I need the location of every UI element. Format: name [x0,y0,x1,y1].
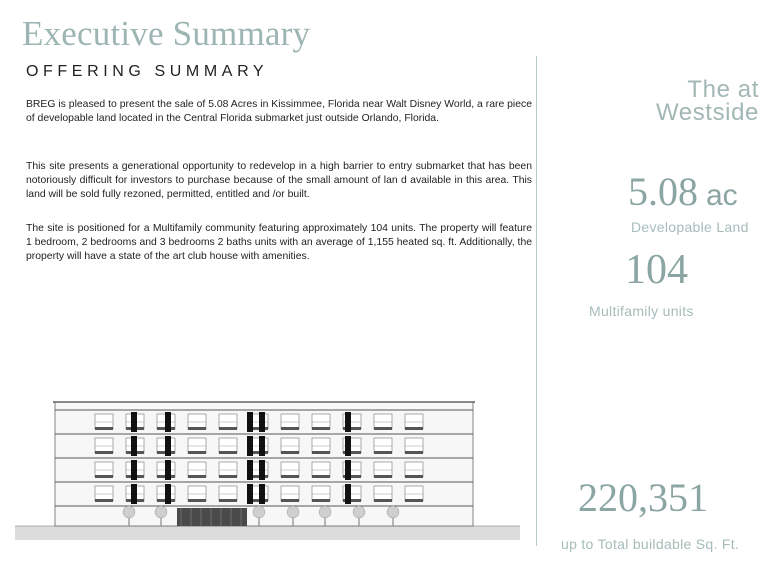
property-name [559,78,759,124]
units-stat-value: 104 [625,247,688,293]
core-column [131,460,137,480]
core-column [247,436,253,456]
window [219,462,237,477]
balcony-shadow [281,475,299,478]
balcony-shadow [405,499,423,502]
tree-canopy [123,506,135,518]
core-column [345,412,351,432]
core-column [259,484,265,504]
window [281,414,299,429]
core-column [247,412,253,432]
window [95,414,113,429]
window [95,438,113,453]
balcony-shadow [312,499,330,502]
balcony-shadow [188,499,206,502]
balcony-shadow [188,427,206,430]
page-title: Executive Summary [22,14,311,53]
window [219,438,237,453]
core-column [345,484,351,504]
acreage-value: 5.08 [628,169,698,214]
property-name-line1: The at [687,76,759,103]
building-elevation-drawing [15,398,520,540]
balcony-shadow [312,427,330,430]
opportunity-paragraph: This site presents a generational opportunity to redevelop in a high barrier to entry submarket that has been notoriously difficult for investors to purchase because of the small amount of lan d available in this area. This land will be sold fully rezoned, permitted, entitled and /or built. [26,161,532,200]
window [219,486,237,501]
window [405,486,423,501]
balcony-shadow [95,427,113,430]
core-column [131,436,137,456]
window [374,486,392,501]
balcony-shadow [312,451,330,454]
balcony-shadow [95,451,113,454]
ground [15,526,520,540]
core-column [247,484,253,504]
window [281,462,299,477]
balcony-shadow [219,427,237,430]
development-paragraph: The site is positioned for a Multifamily community featuring approximately 104 units. The property will feature 1 bedroom, 2 bedrooms and 3 bedrooms 2 baths units with an average of 1,155 heated sq. ft. Additionally, the property will have a state of the art club house with amenities. [26,223,532,262]
core-column [345,460,351,480]
window [95,462,113,477]
tree-canopy [155,506,167,518]
section-subtitle: OFFERING SUMMARY [26,63,269,80]
window [405,462,423,477]
core-column [165,412,171,432]
balcony-shadow [374,475,392,478]
core-column [165,436,171,456]
window [374,414,392,429]
core-column [345,436,351,456]
acreage-stat [628,168,738,215]
units-label: Multifamily units [589,303,694,319]
balcony-shadow [188,475,206,478]
balcony-shadow [219,499,237,502]
acreage-label: Developable Land [631,219,749,235]
window [188,462,206,477]
core-column [259,460,265,480]
tree-canopy [287,506,299,518]
core-column [131,412,137,432]
intro-paragraph: BREG is pleased to present the sale of 5.08 Acres in Kissimmee, Florida near Walt Disney World, a rare piece of developable land located in the Central Florida submarket just outside Orlando, Florida. [26,99,532,124]
sqft-stat-value: 220,351 [578,475,708,520]
sqft-label: up to Total buildable Sq. Ft. [561,536,740,552]
window [374,462,392,477]
balcony-shadow [281,427,299,430]
tree-canopy [253,506,265,518]
tree-canopy [353,506,365,518]
balcony-shadow [281,451,299,454]
window [312,414,330,429]
balcony-shadow [95,475,113,478]
balcony-shadow [188,451,206,454]
balcony-shadow [219,451,237,454]
core-column [165,484,171,504]
core-column [131,484,137,504]
acreage-unit: ac [706,179,738,212]
balcony-shadow [219,475,237,478]
vertical-divider [536,56,537,546]
property-name-line2: Westside [655,99,759,126]
core-column [165,460,171,480]
balcony-shadow [405,475,423,478]
balcony-shadow [405,427,423,430]
balcony-shadow [312,475,330,478]
window [312,438,330,453]
balcony-shadow [374,499,392,502]
window [374,438,392,453]
window [312,486,330,501]
window [188,486,206,501]
core-column [259,436,265,456]
balcony-shadow [374,427,392,430]
window [281,486,299,501]
window [188,438,206,453]
window [188,414,206,429]
tree-canopy [387,506,399,518]
window [312,462,330,477]
window [219,414,237,429]
window [405,438,423,453]
window [95,486,113,501]
building-structure [15,402,520,540]
window [281,438,299,453]
window [405,414,423,429]
balcony-shadow [374,451,392,454]
balcony-shadow [95,499,113,502]
balcony-shadow [405,451,423,454]
balcony-shadow [281,499,299,502]
core-column [259,412,265,432]
tree-canopy [319,506,331,518]
core-column [247,460,253,480]
garage-entrance [177,508,247,526]
